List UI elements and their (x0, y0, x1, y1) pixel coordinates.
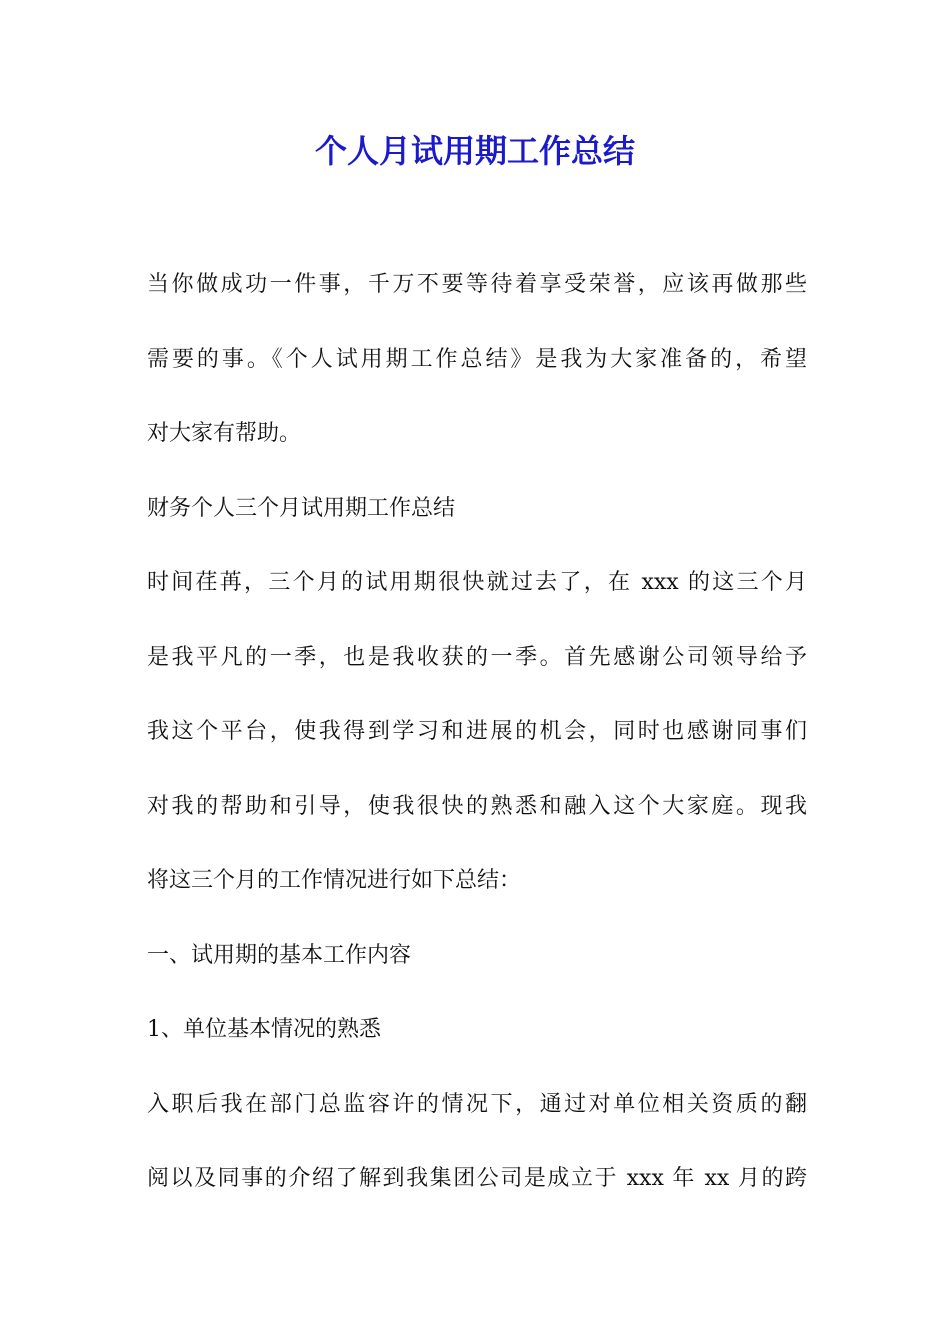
paragraph-line: 需要的事。《个人试用期工作总结》是我为大家准备的，希望 (147, 346, 807, 372)
paragraph-line: 对大家有帮助。 (147, 421, 302, 446)
paragraph-line: 阅以及同事的介绍了解到我集团公司是成立于 xxx 年 xx 月的跨 (147, 1166, 807, 1191)
section-heading: 一、试用期的基本工作内容 (147, 942, 412, 968)
paragraph-line: 我这个平台，使我得到学习和进展的机会，同时也感谢同事们 (147, 719, 807, 744)
paragraph-line: 时间荏苒，三个月的试用期很快就过去了，在 xxx 的这三个月 (147, 570, 807, 595)
document-body (147, 262, 807, 1231)
paragraph-line: 当你做成功一件事，千万不要等待着享受荣誉，应该再做那些 (147, 272, 807, 297)
document-title: 个人月试用期工作总结 (314, 132, 635, 170)
section-heading: 财务个人三个月试用期工作总结 (147, 495, 456, 521)
paragraph-line: 是我平凡的一季，也是我收获的一季。首先感谢公司领导给予 (147, 644, 807, 670)
paragraph-line: 对我的帮助和引导，使我很快的熟悉和融入这个大家庭。现我 (147, 793, 807, 819)
subsection-heading: 1、单位基本情况的熟悉 (147, 1017, 381, 1042)
paragraph-line: 入职后我在部门总监容许的情况下，通过对单位相关资质的翻 (147, 1091, 807, 1117)
paragraph-line: 将这三个月的工作情况进行如下总结： (147, 868, 522, 893)
